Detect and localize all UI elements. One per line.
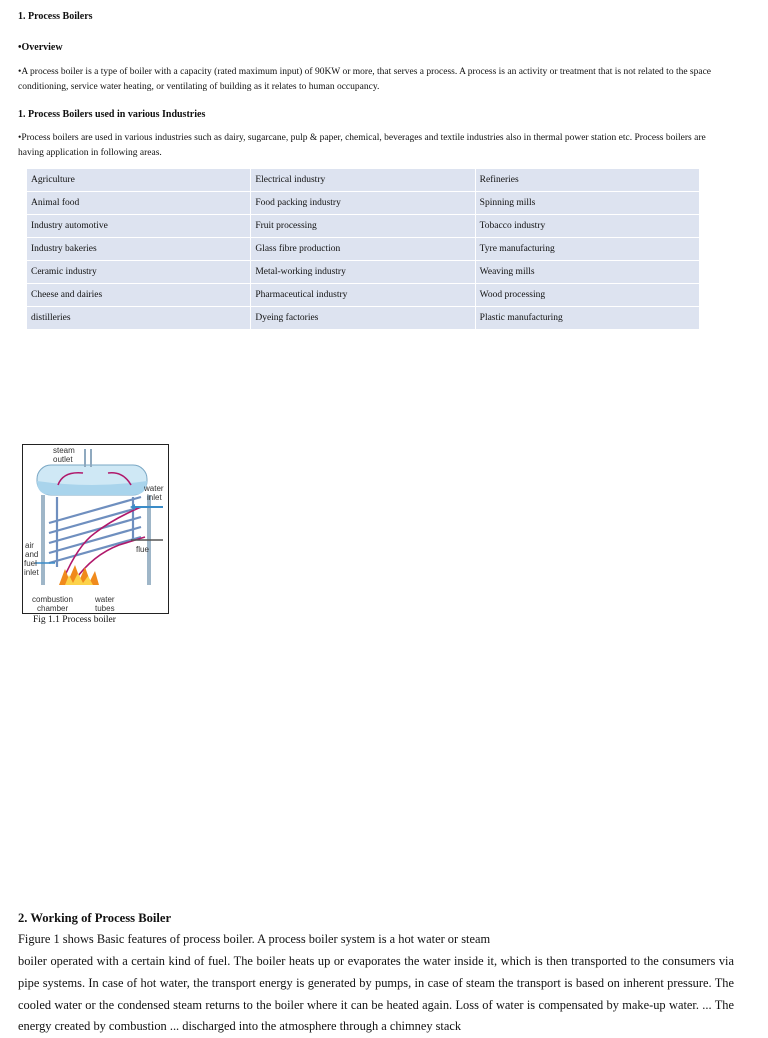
label-tubes: tubes [95, 604, 115, 613]
industries-table [26, 168, 700, 330]
table-cell: Tyre manufacturing [475, 238, 699, 261]
label-chamber: chamber [37, 604, 69, 613]
table-cell: Pharmaceutical industry [251, 284, 475, 307]
overview-text: •A process boiler is a type of boiler with a capacity (rated maximum input) of 90KW or more, that serves a process. A process is an activity or treatment that is not related to the space conditioning, service water heating, or ventilating of building as it relates to human occupancy. [18, 67, 712, 92]
label-combustion: combustion [32, 595, 73, 604]
table-row [27, 238, 700, 261]
figure-caption: Fig 1.1 Process boiler [33, 615, 116, 625]
flame-icon [59, 565, 99, 585]
table-cell: Electrical industry [251, 169, 475, 192]
overview-heading: •Overview [18, 42, 63, 53]
table-cell: Refineries [475, 169, 699, 192]
table-cell: Agriculture [27, 169, 251, 192]
industries-text: •Process boilers are used in various industries such as dairy, sugarcane, pulp & paper, chemical, beverages and textile industries also in thermal power station etc. Process boilers are having application in following areas. [18, 133, 706, 158]
label-fuel: fuel [24, 559, 37, 568]
process-boiler-diagram [23, 445, 168, 613]
table-cell: Spinning mills [475, 192, 699, 215]
table-row [27, 215, 700, 238]
table-cell: distilleries [27, 307, 251, 330]
working-heading: 2. Working of Process Boiler [18, 911, 172, 925]
table-row [27, 307, 700, 330]
label-water: water [144, 484, 164, 493]
table-cell: Industry bakeries [27, 238, 251, 261]
section-title-process-boilers: 1. Process Boilers [18, 11, 93, 22]
label-flue: flue [136, 545, 149, 554]
table-row [27, 169, 700, 192]
industries-heading: 1. Process Boilers used in various Industries [18, 109, 206, 120]
table-cell: Metal-working industry [251, 261, 475, 284]
table-cell: Glass fibre production [251, 238, 475, 261]
label-outlet: outlet [53, 455, 73, 464]
working-paragraph: boiler operated with a certain kind of fuel. The boiler heats up or evaporates the water inside it, which is then transported to the consumers via pipe systems. In case of hot water, the transport energy is generated by pumps, in case of steam the transport is based on inherent pressure. The cooled water or the condensed steam returns to the boiler where it can be heated again. Loss of water is compensated by make-up water. ... The energy created by combustion ... discharged into the atmosphere through a chimney stack [18, 954, 734, 1034]
label-tubes-water: water [95, 595, 115, 604]
table-cell: Plastic manufacturing [475, 307, 699, 330]
table-row [27, 192, 700, 215]
label-fuel-inlet: inlet [24, 568, 39, 577]
table-cell: Fruit processing [251, 215, 475, 238]
steam-outlet-pipe [85, 449, 91, 467]
table-cell: Animal food [27, 192, 251, 215]
table-cell: Tobacco industry [475, 215, 699, 238]
table-row [27, 284, 700, 307]
process-boiler-figure [22, 444, 169, 614]
table-row [27, 261, 700, 284]
table-cell: Weaving mills [475, 261, 699, 284]
working-first-line: Figure 1 shows Basic features of process boiler. A process boiler system is a hot water or steam [18, 932, 491, 946]
table-cell: Industry automotive [27, 215, 251, 238]
label-steam: steam [53, 446, 75, 455]
label-and: and [25, 550, 39, 559]
table-cell: Ceramic industry [27, 261, 251, 284]
label-inlet: inlet [147, 493, 162, 502]
table-cell: Food packing industry [251, 192, 475, 215]
table-cell: Cheese and dairies [27, 284, 251, 307]
table-cell: Dyeing factories [251, 307, 475, 330]
table-cell: Wood processing [475, 284, 699, 307]
label-air: air [25, 541, 34, 550]
